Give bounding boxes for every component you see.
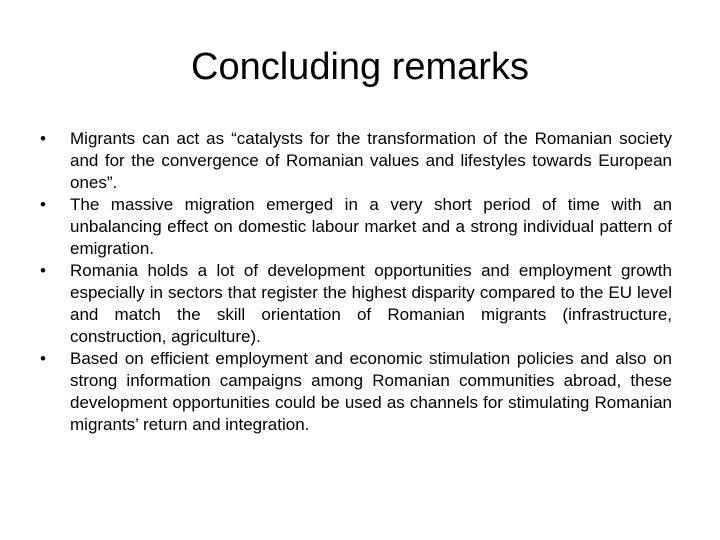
- bullet-text: The massive migration emerged in a very short period of time with an unbalancing effect on domestic labour market and a strong individual pattern of emigration.: [70, 195, 672, 258]
- list-item: [36, 194, 672, 260]
- bullet-icon: •: [40, 129, 46, 148]
- bullet-text: Based on efficient employment and economic stimulation policies and also on strong information campaigns among Romanian communities abroad, these development opportunities could be used as channels for stimulating Romanian migrants’ return and integration.: [70, 349, 672, 434]
- bullet-list: [36, 128, 672, 436]
- bullet-icon: •: [40, 261, 46, 280]
- list-item: [36, 260, 672, 348]
- list-item: [36, 128, 672, 194]
- list-item: [36, 348, 672, 436]
- bullet-text: Romania holds a lot of development opportunities and employment growth especially in sectors that register the highest disparity compared to the EU level and match the skill orientation of Romanian migrants (infrastructure, construction, agriculture).: [70, 261, 672, 346]
- slide-title: Concluding remarks: [191, 46, 529, 88]
- bullet-text: Migrants can act as “catalysts for the transformation of the Romanian society and for the convergence of Romanian values and lifestyles towards European ones”.: [70, 129, 672, 192]
- bullet-icon: •: [40, 195, 46, 214]
- bullet-icon: •: [40, 349, 46, 368]
